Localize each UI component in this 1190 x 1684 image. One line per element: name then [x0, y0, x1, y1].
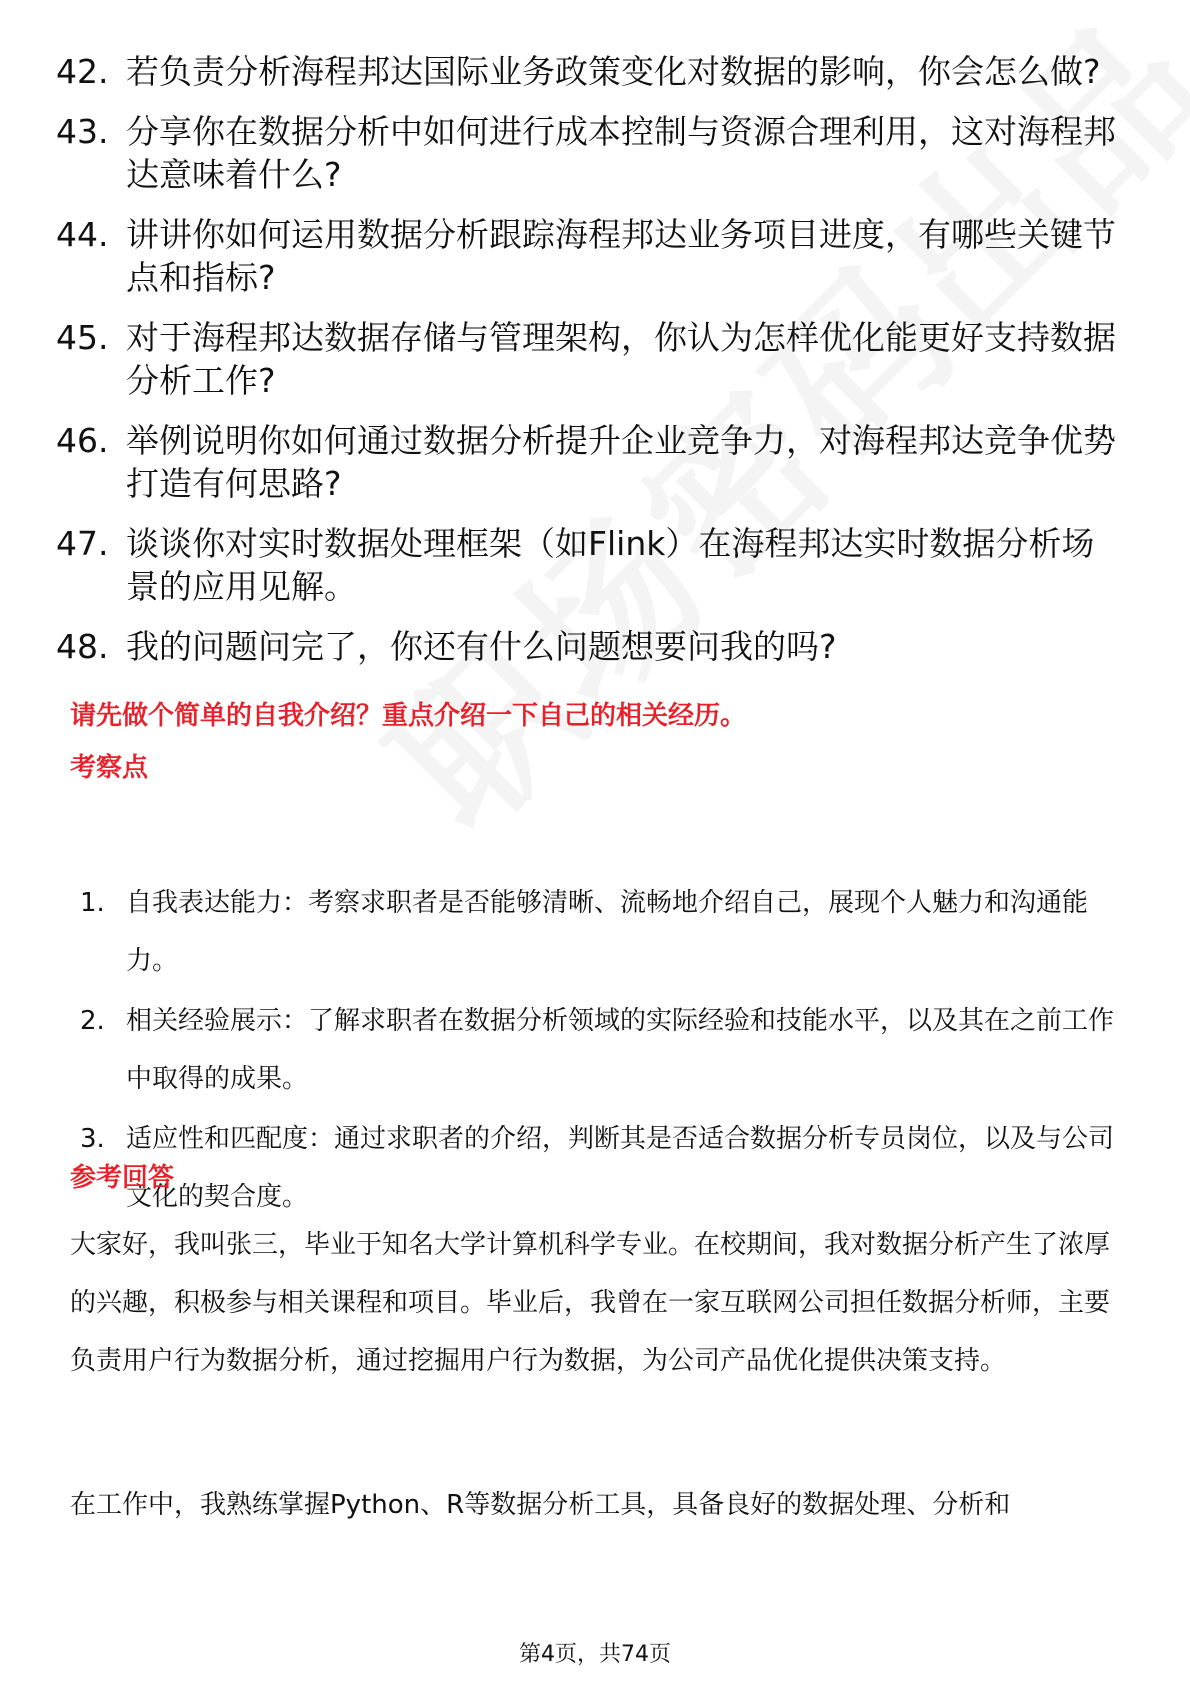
question-item — [56, 110, 1116, 196]
question-item — [56, 419, 1116, 505]
question-number: 46. — [56, 421, 109, 460]
assessment-point-number: 3. — [80, 1124, 105, 1154]
assessment-point — [80, 992, 1120, 1108]
assessment-point — [80, 874, 1120, 990]
assessment-point-text: 适应性和匹配度：通过求职者的介绍，判断其是否适合数据分析专员岗位，以及与公司文化的契合度。 — [126, 1124, 1115, 1212]
reference-answer-heading: 参考回答 — [70, 1163, 175, 1193]
assessment-point-text: 自我表达能力：考察求职者是否能够清晰、流畅地介绍自己，展现个人魅力和沟通能力。 — [126, 888, 1089, 976]
question-text: 谈谈你对实时数据处理框架（如Flink）在海程邦达实时数据分析场景的应用见解。 — [126, 524, 1095, 606]
question-text: 若负责分析海程邦达国际业务政策变化对数据的影响，你会怎么做? — [126, 52, 1101, 91]
question-item — [56, 625, 1116, 668]
question-list — [56, 50, 1116, 685]
question-item — [56, 50, 1116, 93]
assessment-point-number: 2. — [80, 1006, 105, 1036]
question-number: 42. — [56, 52, 109, 91]
question-number: 45. — [56, 318, 109, 357]
section-question-heading: 请先做个简单的自我介绍？重点介绍一下自己的相关经历。 — [70, 701, 747, 731]
question-number: 44. — [56, 215, 109, 254]
question-text: 分享你在数据分析中如何进行成本控制与资源合理利用，这对海程邦达意味着什么? — [126, 112, 1116, 194]
answer-paragraph: 大家好，我叫张三，毕业于知名大学计算机科学专业。在校期间，我对数据分析产生了浓厚的兴趣，积极参与相关课程和项目。毕业后，我曾在一家互联网公司担任数据分析师，主要负责用户行为数据分析，通过挖掘用户行为数据，为公司产品优化提供决策支持。 — [70, 1230, 1111, 1376]
question-text: 我的问题问完了，你还有什么问题想要问我的吗? — [126, 627, 837, 666]
page-footer: 第4页，共74页 — [519, 1642, 671, 1667]
assessment-point-number: 1. — [80, 888, 105, 918]
question-text: 举例说明你如何通过数据分析提升企业竞争力，对海程邦达竞争优势打造有何思路? — [126, 421, 1116, 503]
question-item — [56, 213, 1116, 299]
assessment-point — [80, 1110, 1120, 1226]
assessment-heading: 考察点 — [70, 753, 149, 783]
question-item — [56, 316, 1116, 402]
question-text: 对于海程邦达数据存储与管理架构，你认为怎样优化能更好支持数据分析工作? — [126, 318, 1116, 400]
answer-paragraph: 在工作中，我熟练掌握Python、R等数据分析工具，具备良好的数据处理、分析和 — [70, 1490, 1011, 1520]
question-number: 43. — [56, 112, 109, 151]
assessment-point-text: 相关经验展示：了解求职者在数据分析领域的实际经验和技能水平，以及其在之前工作中取得的成果。 — [126, 1006, 1115, 1094]
question-number: 48. — [56, 627, 109, 666]
question-item — [56, 522, 1116, 608]
question-text: 讲讲你如何运用数据分析跟踪海程邦达业务项目进度，有哪些关键节点和指标? — [126, 215, 1116, 297]
assessment-points-list — [80, 874, 1120, 1228]
question-number: 47. — [56, 524, 109, 563]
